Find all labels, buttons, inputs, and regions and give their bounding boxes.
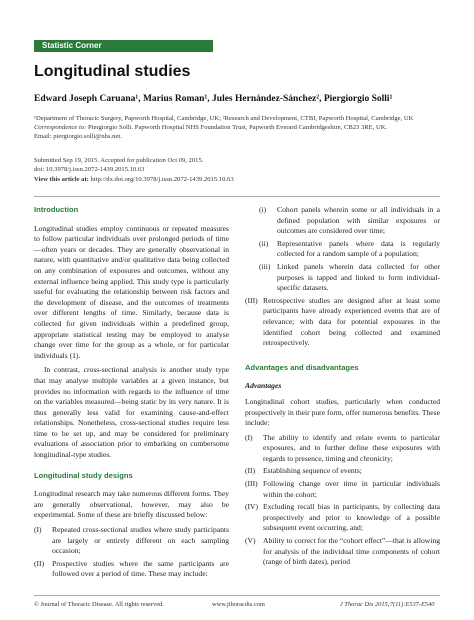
list-item [245, 466, 440, 477]
affiliations [34, 114, 444, 141]
divider-bottom [34, 595, 440, 596]
designs-heading: Longitudinal study designs [34, 470, 133, 480]
list-number: (I) [34, 525, 42, 535]
list-item [245, 479, 440, 500]
list-item [245, 296, 440, 349]
intro-paragraph-2: In contrast, cross-sectional analysis is another study type that may analyse multiple variables at a given instance, but provides no information with regards to the influence of time on the variables measured—being static by its very nature. It is thus generally less valid for examining cause-and-effect relationships. Nonetheless, cross-sectional studies require less time to be set up, and may be considered for preliminary evaluations of association prior to embarking on cumbersome longitudinal-type studies. [34, 365, 229, 460]
section-badge: Statistic Corner [34, 40, 213, 52]
list-number: (I) [245, 432, 253, 442]
list-text: Cohort panels wherein some or all individuals in a defined population with similar exposures or outcomes are considered over time; [277, 205, 440, 236]
right-column [245, 205, 440, 570]
list-number: (ii) [259, 238, 269, 248]
advantages-paragraph: Longitudinal cohort studies, particularly when conducted prospectively in their pure form, offer numerous benefits. These include: [245, 396, 440, 428]
advantages-heading: Advantages and disadvantages [245, 362, 359, 372]
intro-paragraph-1: Longitudinal studies employ continuous or repeated measures to follow particular individuals over prolonged periods of time—often years or decades. They are generally observational in nature, with quantitative and/or qualitative data being collected on any combination of exposures and outcomes, without any external influence being applied. This study type is particularly useful for evaluating the relationship between risk factors and the development of disease, and the outcomes of treatments over different lengths of time. Similarly, because data is collected for given individuals within a predefined group, appropriate statistical testing may be employed to analyse change over time for the group as a whole, or for particular individuals (1). [34, 223, 229, 360]
designs-paragraph: Longitudinal research may take numerous different forms. They are generally observational, however, may also be experimental. Some of these are briefly discussed below: [34, 489, 229, 520]
list-text: Following change over time in particular individuals within the cohort; [263, 479, 440, 499]
list-number: (II) [245, 466, 256, 476]
list-text: Ability to correct for the “cohort effect”—that is allowing for analysis of the individual time components of cohort (range of birth dates), period [263, 536, 440, 567]
author-list: Edward Joseph Caruana¹, Marius Roman¹, Jules Hernández-Sánchez², Piergiorgio Solli¹ [34, 94, 393, 104]
list-text: Linked panels wherein data collected for other purposes is tapped and linked to form individual-specific datasets. [277, 261, 440, 293]
list-text: Representative panels where data is regularly collected for a random sample of a population; [277, 238, 440, 259]
divider-top [34, 196, 440, 197]
email[interactable]: Email: piergiorgio.solli@nhs.net. [34, 133, 122, 140]
sublist [245, 205, 440, 294]
list-number: (iii) [259, 261, 271, 271]
list-text: Repeated cross-sectional studies where study participants are largely or entirely different on each sampling occasion; [52, 525, 229, 556]
list-item [245, 502, 440, 534]
submission-dates: Submitted Sep 19, 2015. Accepted for publication Oct 09, 2015. [34, 157, 204, 164]
introduction-heading: Introduction [34, 205, 79, 214]
list-number: (V) [245, 536, 256, 546]
footer-site[interactable]: www.jthoracdis.com [212, 601, 265, 608]
list-number: (IV) [245, 502, 259, 512]
affiliation-text: ¹Department of Thoracic Surgery, Papworth Hospital, Cambridge, UK; ²Research and Development, CTBI, Papworth Hospital, Cambridge, UK [34, 115, 414, 122]
list-item [245, 433, 440, 465]
list-text: Excluding recall bias in participants, by collecting data prospectively and prior to knowledge of a possible subsequent event occurring, and; [263, 502, 440, 533]
advantages-subheading: Advantages [245, 381, 282, 391]
list-text: Establishing sequence of events; [263, 466, 362, 476]
correspondence-label: Correspondence to: [34, 124, 87, 131]
list-number: (II) [34, 558, 45, 568]
doi: doi: 10.3978/j.issn.2072-1439.2015.10.63 [34, 166, 145, 174]
list-number: (III) [245, 479, 258, 489]
top-band [0, 0, 474, 14]
sublist-item [259, 239, 440, 260]
view-label: View this article at: [34, 175, 89, 183]
left-column [34, 205, 229, 582]
list-number: (III) [245, 295, 258, 305]
article-meta [34, 156, 444, 184]
sublist-item [259, 262, 440, 294]
list-item [245, 536, 440, 568]
list-number: (i) [259, 205, 267, 214]
list-text: Prospective studies where the same participants are followed over a period of time. These may include: [52, 558, 229, 579]
list-text: The ability to identify and relate events to particular exposures, and to further define these exposures with regards to presence, timing and chronicity; [263, 432, 440, 463]
correspondence [34, 123, 444, 132]
article-title: Longitudinal studies [34, 63, 191, 80]
sublist-item [259, 205, 440, 237]
list-item [34, 559, 229, 580]
article-link[interactable] [34, 175, 444, 184]
view-url[interactable]: http://dx.doi.org/10.3978/j.issn.2072-1439.2015.10.63 [88, 175, 234, 183]
list-text: Retrospective studies are designed after at least some participants have already experienced events that are of relevance; with data for potential exposures in the identified cohort being collected and examined retrospectively. [263, 295, 440, 348]
correspondence-text: Piergiorgio Solli. Papworth Hospital NHS Foundation Trust, Papworth Everard Cambridgeshire, CB23 3RE, UK. [86, 124, 388, 131]
list-item [34, 525, 229, 557]
footer-citation: J Thorac Dis 2015;7(11):E537-E540 [340, 601, 435, 608]
footer-copyright: © Journal of Thoracic Disease. All rights reserved. [34, 601, 164, 608]
